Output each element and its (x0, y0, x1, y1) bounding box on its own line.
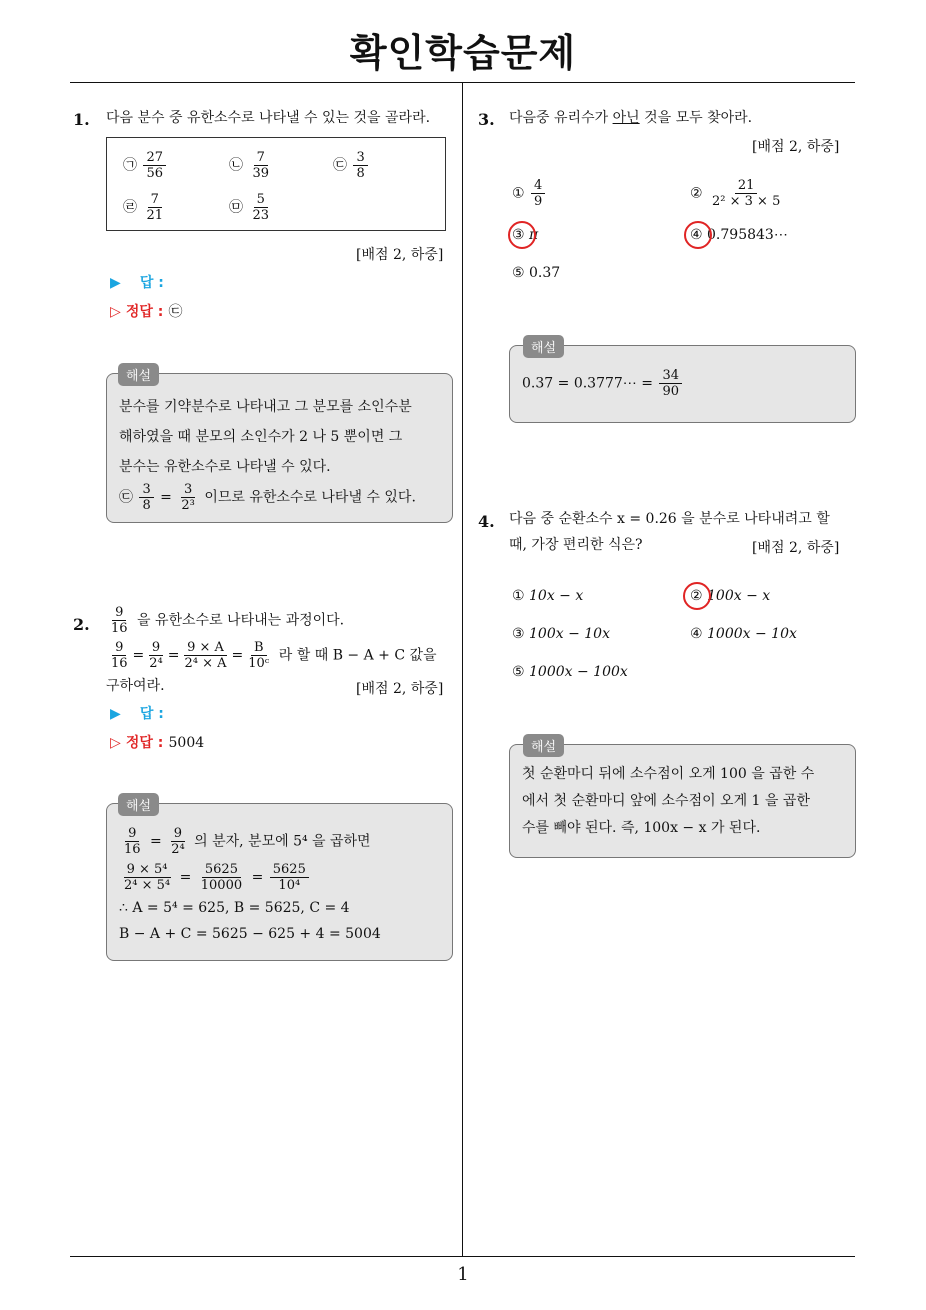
q3-source: [배점 2, 하중] (752, 139, 840, 155)
correct-label: 정답 : (125, 304, 164, 320)
q1-number: 1. (73, 110, 90, 129)
q1-choice-3: ㉢ $\frac{3}{8}$ (333, 150, 370, 181)
q4-choice-1: ① 10x − x (512, 588, 584, 604)
answer-label: 답 : (139, 706, 164, 722)
q3-solution-tag: 해설 (523, 335, 564, 358)
q2-line3: 구하여라. (106, 678, 165, 694)
q3-choice-4: ④ 0.795843⋯ (690, 227, 788, 243)
q4-choice-2: ② 100x − x (690, 588, 771, 604)
q3-text: 다음중 유리수가 아닌 것을 모두 찾아라. (509, 110, 753, 126)
q2-source: [배점 2, 하중] (356, 681, 444, 697)
q3-choice-2: ② $\frac{21}{\text{2² × 3 × 5}}$ (690, 178, 781, 209)
q3-number: 3. (478, 110, 495, 129)
correct-arrow-icon: ▷ (110, 735, 121, 751)
q4-choice-5: ⑤ 1000x − 100x (512, 664, 628, 680)
q1-choice-4: ㉣ $\frac{7}{21}$ (123, 192, 163, 223)
correct-arrow-icon: ▷ (110, 304, 121, 320)
q1-answer-row[interactable] (110, 272, 164, 292)
q4-solution-tag: 해설 (523, 734, 564, 757)
q2-correct-value: 5004 (168, 735, 205, 751)
q1-correct-value: ㉢ (168, 304, 183, 320)
q1-solution-text: 분수를 기약분수로 나타내고 그 분모를 소인수분 해하였을 때 분모의 소인수가 2 나 5 뿐이면 그 분수는 유한소수로 나타낼 수 있다. ㉢ $\frac{3}{8}$ = $\frac{3}{\text{2³}}$ 이므로 유한소수로 나타낼 수 있다. (119, 399, 416, 513)
q4-line1: 다음 중 순환소수 x = 0.26 을 분수로 나타내려고 할 (509, 511, 830, 527)
q4-choice-4: ④ 1000x − 10x (690, 626, 797, 642)
q4-number: 4. (478, 512, 495, 531)
q4-choice-3: ③ 100x − 10x (512, 626, 610, 642)
q2-line1: $\frac{9}{16}$ 을 유한소수로 나타내는 과정이다. (111, 605, 345, 636)
q2-equation: $\frac{9}{16}$ = $\frac{9}{\text{2⁴}}$ = $\frac{9 \times A}{\text{2⁴ × A}}$ = $\frac{B}{\text{10ᶜ}}$ 라 할 때 B − A + C 값을 (111, 640, 437, 671)
q1-choice-1: ㉠ $\frac{27}{56}$ (123, 150, 168, 181)
q1-solution-box (106, 373, 453, 523)
q4-solution-text: 첫 순환마디 뒤에 소수점이 오게 100 을 곱한 수 에서 첫 순환마디 앞에 소수점이 오게 1 을 곱한 수를 빼야 된다. 즉, 100x − x 가 된다. (522, 766, 815, 836)
q3-choice-4-mark-ring (684, 221, 712, 249)
column-divider (462, 83, 463, 1256)
q2-solution-line4: B − A + C = 5625 − 625 + 4 = 5004 (119, 926, 381, 942)
q4-source: [배점 2, 하중] (752, 540, 840, 556)
page-title: 확인학습문제 (349, 31, 577, 75)
q1-choice-5: ㉤ $\frac{5}{23}$ (229, 192, 269, 223)
q1-correct-row (110, 300, 183, 324)
correct-label: 정답 : (125, 735, 164, 751)
page-number: 1 (457, 1264, 469, 1285)
q1-source: [배점 2, 하중] (356, 247, 444, 263)
q2-solution-line1: $\frac{9}{16}$ = $\frac{9}{\text{2⁴}}$ 의 분자, 분모에 5⁴ 을 곱하면 (124, 826, 371, 857)
q4-solution-box (509, 744, 856, 858)
q2-correct-row (110, 731, 204, 755)
answer-label: 답 : (139, 275, 164, 291)
q3-choice-3-mark-ring (508, 221, 539, 249)
q1-text: 다음 분수 중 유한소수로 나타낼 수 있는 것을 골라라. (106, 110, 431, 126)
q2-solution-line3: ∴ A = 5⁴ = 625, B = 5625, C = 4 (119, 900, 350, 916)
q2-solution-tag: 해설 (118, 793, 159, 816)
bottom-rule (70, 1256, 855, 1257)
q3-choice-1: ① $\frac{4}{9}$ (512, 178, 547, 209)
q4-choice-2-mark-ring (683, 582, 711, 610)
q2-answer-row[interactable] (110, 703, 164, 723)
q2-solution-box (106, 803, 453, 961)
q2-solution-line2: $\frac{\text{9 × 5⁴}}{\text{2⁴ × 5⁴}}$ = $\frac{5625}{10000}$ = $\frac{5625}{\text{10⁴}}$ (119, 862, 311, 893)
q1-choice-box (106, 137, 446, 231)
q1-solution-tag: 해설 (118, 363, 159, 386)
answer-arrow-icon: ▶ (110, 275, 121, 291)
q3-solution-text: 0.37 = 0.3777⋯ = $\frac{34}{90}$ (522, 368, 684, 399)
q1-choice-2: ㉡ $\frac{7}{39}$ (229, 150, 269, 181)
q4-line2: 때, 가장 편리한 식은? (509, 537, 643, 553)
q3-choice-3: ③ π (512, 227, 539, 243)
answer-arrow-icon: ▶ (110, 706, 121, 722)
q3-choice-5: ⑤ 0.37 (512, 265, 561, 281)
q2-number: 2. (73, 615, 90, 634)
